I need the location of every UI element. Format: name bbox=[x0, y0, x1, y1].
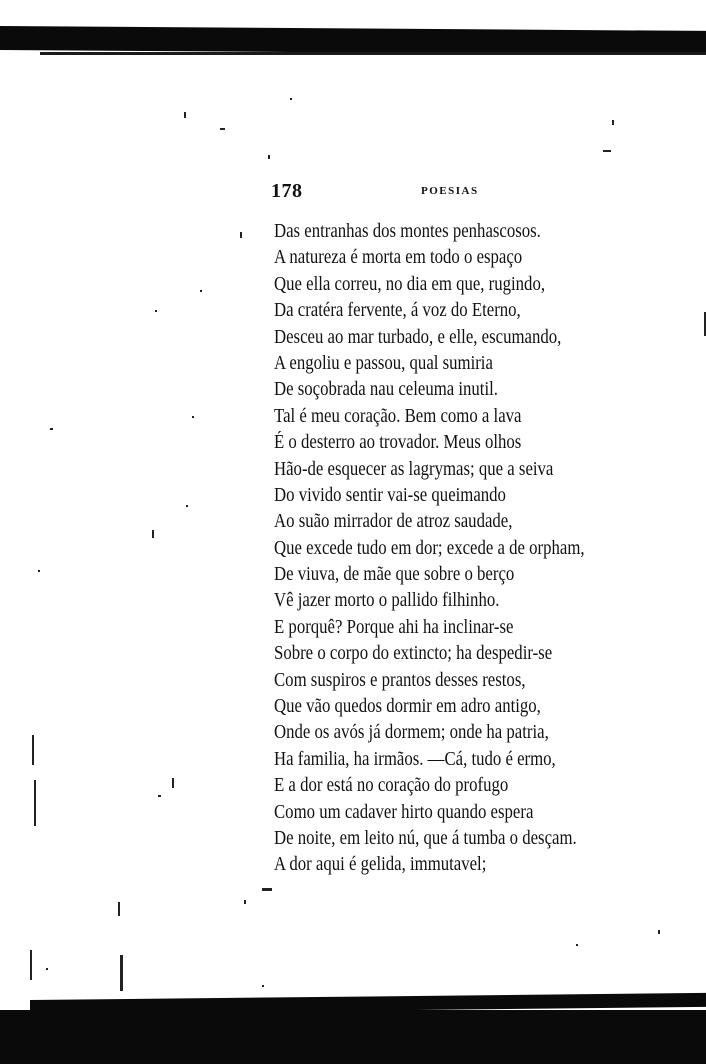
scan-speck bbox=[38, 570, 40, 572]
scan-speck bbox=[290, 98, 292, 100]
verse-line: Tal é meu coração. Bem como a lava bbox=[274, 405, 522, 427]
scan-speck bbox=[172, 778, 174, 788]
verse-line: Que ella correu, no dia em que, rugindo, bbox=[274, 273, 546, 295]
verse-line: É o desterro ao trovador. Meus olhos bbox=[274, 432, 522, 454]
verse-line: Das entranhas dos montes penhascosos. bbox=[274, 221, 541, 242]
scan-speck bbox=[244, 900, 246, 904]
scan-speck bbox=[576, 944, 578, 946]
verse-line: De soçobrada nau celeuma inutil. bbox=[274, 379, 498, 401]
scan-speck bbox=[603, 150, 611, 152]
scan-speck bbox=[46, 968, 48, 970]
scan-speck bbox=[262, 888, 272, 891]
scan-speck bbox=[240, 232, 242, 238]
scan-speck bbox=[152, 530, 154, 538]
scan-speck bbox=[200, 290, 202, 292]
scan-speck bbox=[50, 428, 53, 430]
verse-line: A natureza é morta em todo o espaço bbox=[274, 247, 523, 269]
verse-line: Com suspiros e prantos desses restos, bbox=[274, 669, 526, 691]
scan-speck bbox=[220, 128, 225, 130]
scan-speck bbox=[155, 310, 157, 312]
verse-line: A dor aqui é gelida, immutavel; bbox=[274, 854, 487, 876]
verse-line: Vê jazer morto o pallido filhinho. bbox=[274, 590, 500, 612]
scan-speck bbox=[658, 930, 660, 934]
verse-line: Que vão quedos dormir em adro antigo, bbox=[274, 696, 541, 718]
verse-line: Que excede tudo em dor; excede a de orpham, bbox=[274, 537, 585, 559]
verse-line: Do vivido sentir vai-se queimando bbox=[274, 484, 506, 506]
verse-line: Onde os avós já dormem; onde ha patria, bbox=[274, 722, 549, 744]
scan-speck bbox=[34, 780, 36, 826]
verse-line: Da cratéra fervente, á voz do Eterno, bbox=[274, 300, 521, 322]
scan-speck bbox=[192, 416, 194, 418]
verse-line: E porquê? Porque ahi ha inclinar-se bbox=[274, 616, 514, 638]
scan-rule-top bbox=[40, 52, 706, 55]
verse-line: Desceu ao mar turbado, e elle, escumando, bbox=[274, 326, 562, 348]
scan-speck bbox=[158, 795, 161, 797]
scan-speck bbox=[268, 155, 270, 159]
page-number: 178 bbox=[271, 180, 303, 202]
scan-speck bbox=[32, 735, 34, 765]
verse-line: Sobre o corpo do extincto; ha despedir-se bbox=[274, 643, 553, 665]
verse-line: E a dor está no coração do profugo bbox=[274, 775, 509, 797]
scan-speck bbox=[30, 950, 32, 980]
verse-line: Como um cadaver hirto quando espera bbox=[274, 801, 534, 823]
verse-line: A engoliu e passou, qual sumiria bbox=[274, 352, 493, 374]
scan-speck bbox=[118, 902, 120, 916]
scan-speck bbox=[262, 985, 264, 987]
scan-border-top bbox=[0, 26, 706, 55]
scan-speck bbox=[612, 120, 614, 125]
scan-border-bottom bbox=[0, 1010, 706, 1064]
verse-line: Hão-de esquecer as lagrymas; que a seiva bbox=[274, 458, 554, 480]
poem-text bbox=[274, 219, 694, 879]
verse-line: Ao suão mirrador de atroz saudade, bbox=[274, 511, 513, 533]
running-head: POESIAS bbox=[421, 185, 479, 197]
scan-speck bbox=[120, 955, 123, 991]
page-header bbox=[271, 180, 671, 204]
verse-line: De viuva, de mãe que sobre o berço bbox=[274, 564, 515, 586]
scan-speck bbox=[186, 505, 188, 507]
verse-line: De noite, em leito nú, que á tumba o desçam. bbox=[274, 827, 577, 849]
verse-line: Ha familia, ha irmãos. —Cá, tudo é ermo, bbox=[274, 748, 556, 770]
scan-speck bbox=[184, 112, 186, 118]
